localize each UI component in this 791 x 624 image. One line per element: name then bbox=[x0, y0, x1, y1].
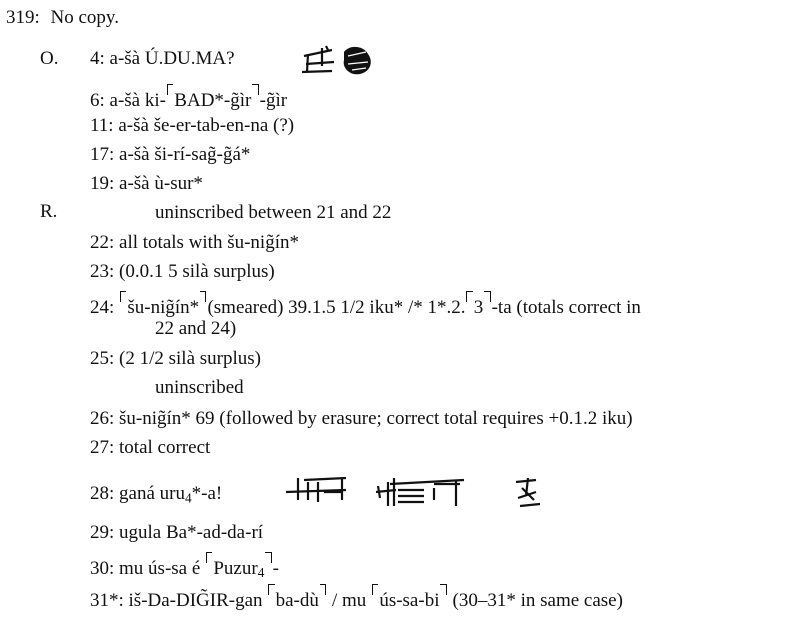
reverse-line-30 bbox=[90, 552, 279, 580]
reverse-line-28 bbox=[90, 483, 222, 505]
bracketed-text: šu-nig̃ín* bbox=[127, 296, 200, 318]
obverse-line-6 bbox=[90, 84, 287, 112]
reverse-line-25 bbox=[90, 348, 261, 370]
entry-note: No copy. bbox=[50, 7, 119, 28]
entry-number: 319: bbox=[6, 7, 40, 28]
line-text: a-šà še-er-tab-en-na (?) bbox=[118, 115, 295, 136]
reverse-line-24-continuation: 22 and 24) bbox=[155, 318, 237, 339]
half-bracket-close bbox=[252, 84, 258, 95]
line-number: 6: bbox=[90, 89, 105, 111]
bracketed-text: BAD*-g̃ìr bbox=[174, 89, 252, 111]
uninscribed-note: uninscribed between 21 and 22 bbox=[155, 202, 392, 223]
obverse-line-17 bbox=[90, 144, 250, 166]
cuneiform-sign-drawing bbox=[284, 470, 554, 512]
subscript: 4 bbox=[184, 490, 192, 506]
half-bracket-open bbox=[268, 584, 274, 595]
half-bracket-open bbox=[167, 84, 173, 95]
line-number: 26: bbox=[90, 408, 115, 429]
line-number: 27: bbox=[90, 437, 115, 458]
line-text: a-šà Ú.DU.MA? bbox=[109, 48, 235, 69]
half-bracket-close bbox=[200, 291, 206, 302]
line-number: 31*: bbox=[90, 589, 124, 611]
half-bracket-open bbox=[206, 552, 212, 563]
line-text: -g̃ìr bbox=[259, 89, 288, 111]
line-number: 17: bbox=[90, 144, 115, 165]
entry-header bbox=[6, 7, 119, 29]
line-text: (smeared) 39.1.5 1/2 iku* /* 1*.2. bbox=[207, 296, 466, 318]
line-text: (30–31* in same case) bbox=[447, 589, 623, 611]
half-bracket-close bbox=[484, 291, 490, 302]
obverse-line-4 bbox=[90, 48, 235, 70]
line-text: - bbox=[272, 557, 279, 579]
reverse-line-31 bbox=[90, 584, 623, 612]
subscript: 4 bbox=[257, 565, 265, 581]
line-number: 30: bbox=[90, 557, 115, 579]
half-bracket-close bbox=[320, 584, 326, 595]
reverse-line-23 bbox=[90, 261, 275, 283]
obverse-line-19 bbox=[90, 173, 203, 195]
line-text: mu ús-sa é bbox=[119, 557, 206, 579]
half-bracket-open bbox=[120, 291, 126, 302]
line-text: a-šà ki- bbox=[109, 89, 166, 111]
line-text: a-šà ši-rí-sag̃-g̃á* bbox=[119, 144, 251, 165]
reverse-label: R. bbox=[40, 201, 58, 222]
half-bracket-close bbox=[440, 584, 446, 595]
half-bracket-open bbox=[466, 291, 472, 302]
bracketed-text: 3 bbox=[473, 296, 484, 318]
line-text: iš-Da-DIG̃IR-gan bbox=[128, 589, 268, 611]
line-text: total correct bbox=[119, 437, 211, 458]
line-text: *-a! bbox=[191, 483, 223, 504]
line-number: 29: bbox=[90, 522, 115, 543]
bracketed-text: Puzur bbox=[213, 557, 258, 579]
reverse-line-26 bbox=[90, 408, 633, 430]
bracketed-text: ús-sa-bi bbox=[379, 589, 440, 611]
obverse-label: O. bbox=[40, 48, 59, 69]
line-number: 4: bbox=[90, 48, 105, 69]
line-text: (2 1/2 silà surplus) bbox=[119, 348, 261, 369]
line-number: 22: bbox=[90, 232, 115, 253]
line-text: ganá uru bbox=[119, 483, 185, 504]
line-text: all totals with šu-nig̃ín* bbox=[119, 232, 299, 253]
line-text: / mu bbox=[327, 589, 371, 611]
line-number: 19: bbox=[90, 173, 115, 194]
reverse-line-29 bbox=[90, 522, 263, 544]
line-number: 11: bbox=[90, 115, 114, 136]
reverse-line-27 bbox=[90, 437, 210, 459]
line-text: ugula Ba*-ad-da-rí bbox=[119, 522, 264, 543]
half-bracket-close bbox=[265, 552, 271, 563]
line-text: -ta (totals correct in bbox=[491, 296, 641, 318]
line-text: a-šà ù-sur* bbox=[119, 173, 203, 194]
line-number: 23: bbox=[90, 261, 115, 282]
reverse-line-24 bbox=[90, 291, 641, 319]
reverse-line-22 bbox=[90, 232, 299, 254]
obverse-line-11 bbox=[90, 115, 294, 137]
line-number: 24: bbox=[90, 296, 115, 318]
bracketed-text: ba-dù bbox=[275, 589, 319, 611]
line-number: 25: bbox=[90, 348, 115, 369]
line-text: šu-nig̃ín* 69 (followed by erasure; correct total requires +0.1.2 iku) bbox=[119, 408, 633, 429]
cuneiform-sign-drawing bbox=[298, 42, 380, 76]
half-bracket-open bbox=[372, 584, 378, 595]
uninscribed-note: uninscribed bbox=[155, 377, 244, 398]
line-number: 28: bbox=[90, 483, 115, 504]
line-text: (0.0.1 5 silà surplus) bbox=[119, 261, 275, 282]
